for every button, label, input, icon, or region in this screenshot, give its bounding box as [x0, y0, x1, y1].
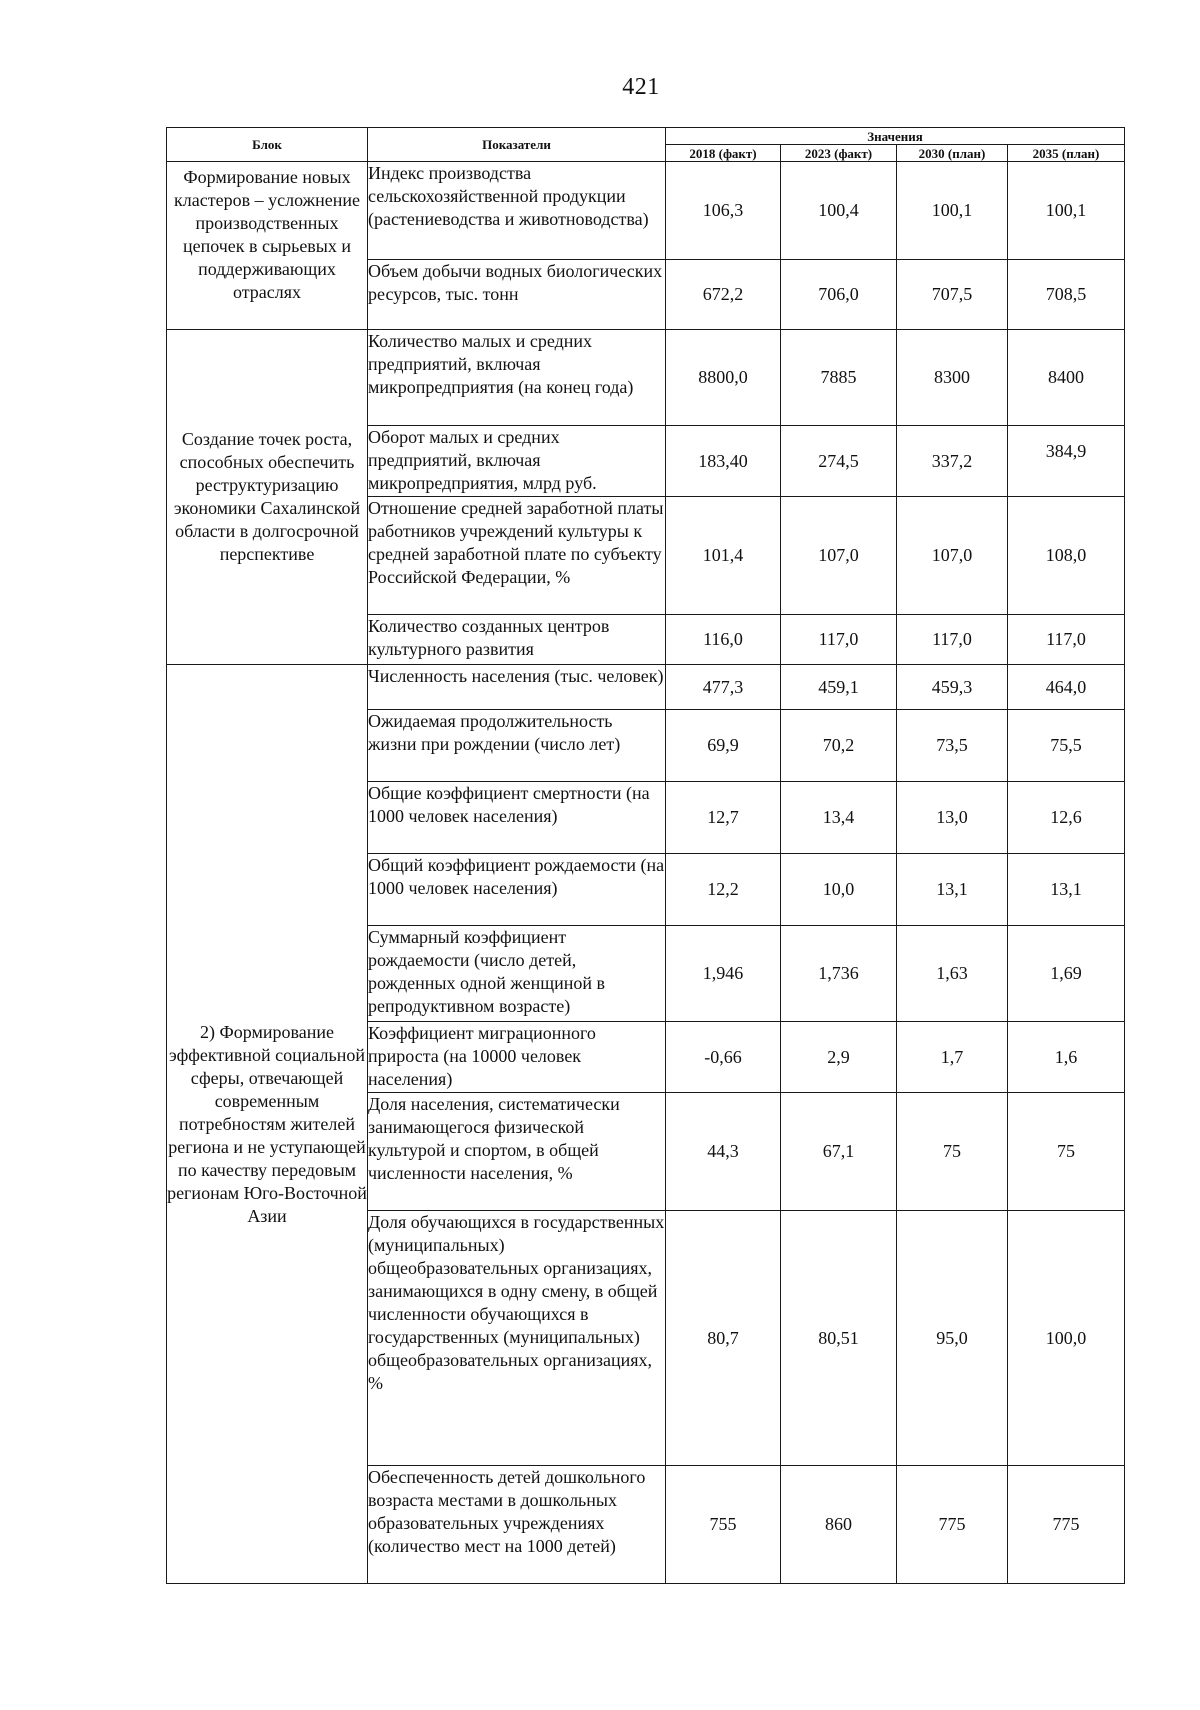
block-cell: 2) Формирование эффективной социальной сферы, отвечающей современным потребностям жителей региона и не уступающей по качеству передовым регионам Юго-Восточной Азии	[167, 665, 368, 1584]
value-2035: 13,1	[1008, 854, 1125, 926]
value-2018: 106,3	[666, 162, 781, 260]
value-2023: 10,0	[781, 854, 897, 926]
value-2035: 464,0	[1008, 665, 1125, 710]
value-2035: 384,9	[1008, 426, 1125, 497]
value-2035: 775	[1008, 1466, 1125, 1584]
value-2018: 101,4	[666, 497, 781, 615]
header-2035: 2035 (план)	[1008, 145, 1125, 162]
indicator-cell: Численность населения (тыс. человек)	[368, 665, 666, 710]
value-2030: 100,1	[897, 162, 1008, 260]
value-2030: 107,0	[897, 497, 1008, 615]
page-number: 421	[622, 74, 660, 100]
value-2035: 117,0	[1008, 615, 1125, 665]
value-2023: 860	[781, 1466, 897, 1584]
indicator-cell: Оборот малых и средних предприятий, включая микропредприятия, млрд руб.	[368, 426, 666, 497]
value-2035: 75	[1008, 1093, 1125, 1211]
value-2023: 107,0	[781, 497, 897, 615]
header-2023: 2023 (факт)	[781, 145, 897, 162]
indicator-cell: Обеспеченность детей дошкольного возраста местами в дошкольных образовательных учреждениях (количество мест на 1000 детей)	[368, 1466, 666, 1584]
header-values: Значения	[666, 128, 1125, 145]
block-cell: Создание точек роста, способных обеспечить реструктуризацию экономики Сахалинской области в долгосрочной перспективе	[167, 330, 368, 665]
value-2018: 12,2	[666, 854, 781, 926]
value-2035: 708,5	[1008, 260, 1125, 330]
value-2018: 8800,0	[666, 330, 781, 426]
table-row	[167, 665, 1125, 710]
value-2030: 73,5	[897, 710, 1008, 782]
value-2023: 13,4	[781, 782, 897, 854]
value-2030: 1,7	[897, 1022, 1008, 1093]
header-indicators: Показатели	[368, 128, 666, 162]
value-2018: 116,0	[666, 615, 781, 665]
value-2023: 2,9	[781, 1022, 897, 1093]
value-2018: 69,9	[666, 710, 781, 782]
value-2030: 75	[897, 1093, 1008, 1211]
indicator-cell: Количество созданных центров культурного развития	[368, 615, 666, 665]
value-2030: 775	[897, 1466, 1008, 1584]
value-2018: 44,3	[666, 1093, 781, 1211]
value-2018: 183,40	[666, 426, 781, 497]
value-2035: 12,6	[1008, 782, 1125, 854]
value-2035: 100,0	[1008, 1211, 1125, 1466]
indicator-cell: Доля населения, систематически занимающегося физической культурой и спортом, в общей численности населения, %	[368, 1093, 666, 1211]
block-cell: Формирование новых кластеров – усложнение производственных цепочек в сырьевых и поддерживающих отраслях	[167, 162, 368, 330]
value-2018: 80,7	[666, 1211, 781, 1466]
header-2030: 2030 (план)	[897, 145, 1008, 162]
value-2030: 8300	[897, 330, 1008, 426]
value-2030: 459,3	[897, 665, 1008, 710]
value-2023: 1,736	[781, 926, 897, 1022]
indicator-cell: Индекс производства сельскохозяйственной продукции (растениеводства и животноводства)	[368, 162, 666, 260]
value-2023: 100,4	[781, 162, 897, 260]
value-2023: 274,5	[781, 426, 897, 497]
value-2035: 1,69	[1008, 926, 1125, 1022]
value-2030: 707,5	[897, 260, 1008, 330]
value-2018: 477,3	[666, 665, 781, 710]
indicator-cell: Ожидаемая продолжительность жизни при рождении (число лет)	[368, 710, 666, 782]
value-2035: 100,1	[1008, 162, 1125, 260]
value-2030: 95,0	[897, 1211, 1008, 1466]
value-2023: 70,2	[781, 710, 897, 782]
header-2018: 2018 (факт)	[666, 145, 781, 162]
value-2035: 75,5	[1008, 710, 1125, 782]
value-2023: 459,1	[781, 665, 897, 710]
value-2023: 7885	[781, 330, 897, 426]
value-2023: 80,51	[781, 1211, 897, 1466]
value-2030: 13,0	[897, 782, 1008, 854]
value-2018: -0,66	[666, 1022, 781, 1093]
value-2035: 1,6	[1008, 1022, 1125, 1093]
value-2030: 337,2	[897, 426, 1008, 497]
value-2018: 755	[666, 1466, 781, 1584]
indicator-cell: Отношение средней заработной платы работников учреждений культуры к средней заработной плате по субъекту Российской Федерации, %	[368, 497, 666, 615]
indicator-cell: Суммарный коэффициент рождаемости (число детей, рожденных одной женщиной в репродуктивном возрасте)	[368, 926, 666, 1022]
header-block: Блок	[167, 128, 368, 162]
value-2023: 706,0	[781, 260, 897, 330]
value-2018: 12,7	[666, 782, 781, 854]
value-2035: 8400	[1008, 330, 1125, 426]
indicator-cell: Коэффициент миграционного прироста (на 10000 человек населения)	[368, 1022, 666, 1093]
indicator-cell: Общие коэффициент смертности (на 1000 человек населения)	[368, 782, 666, 854]
value-2030: 1,63	[897, 926, 1008, 1022]
indicator-cell: Объем добычи водных биологических ресурсов, тыс. тонн	[368, 260, 666, 330]
value-2035: 108,0	[1008, 497, 1125, 615]
value-2018: 672,2	[666, 260, 781, 330]
value-2030: 13,1	[897, 854, 1008, 926]
value-2030: 117,0	[897, 615, 1008, 665]
table-row	[167, 330, 1125, 426]
value-2023: 67,1	[781, 1093, 897, 1211]
indicators-table	[166, 127, 1125, 1584]
indicator-cell: Количество малых и средних предприятий, включая микропредприятия (на конец года)	[368, 330, 666, 426]
indicator-cell: Доля обучающихся в государственных (муниципальных) общеобразовательных организациях, занимающихся в одну смену, в общей численности обучающихся в государственных (муниципальных) общеобразовательных организациях, %	[368, 1211, 666, 1466]
indicator-cell: Общий коэффициент рождаемости (на 1000 человек населения)	[368, 854, 666, 926]
value-2018: 1,946	[666, 926, 781, 1022]
table-row	[167, 162, 1125, 260]
value-2023: 117,0	[781, 615, 897, 665]
